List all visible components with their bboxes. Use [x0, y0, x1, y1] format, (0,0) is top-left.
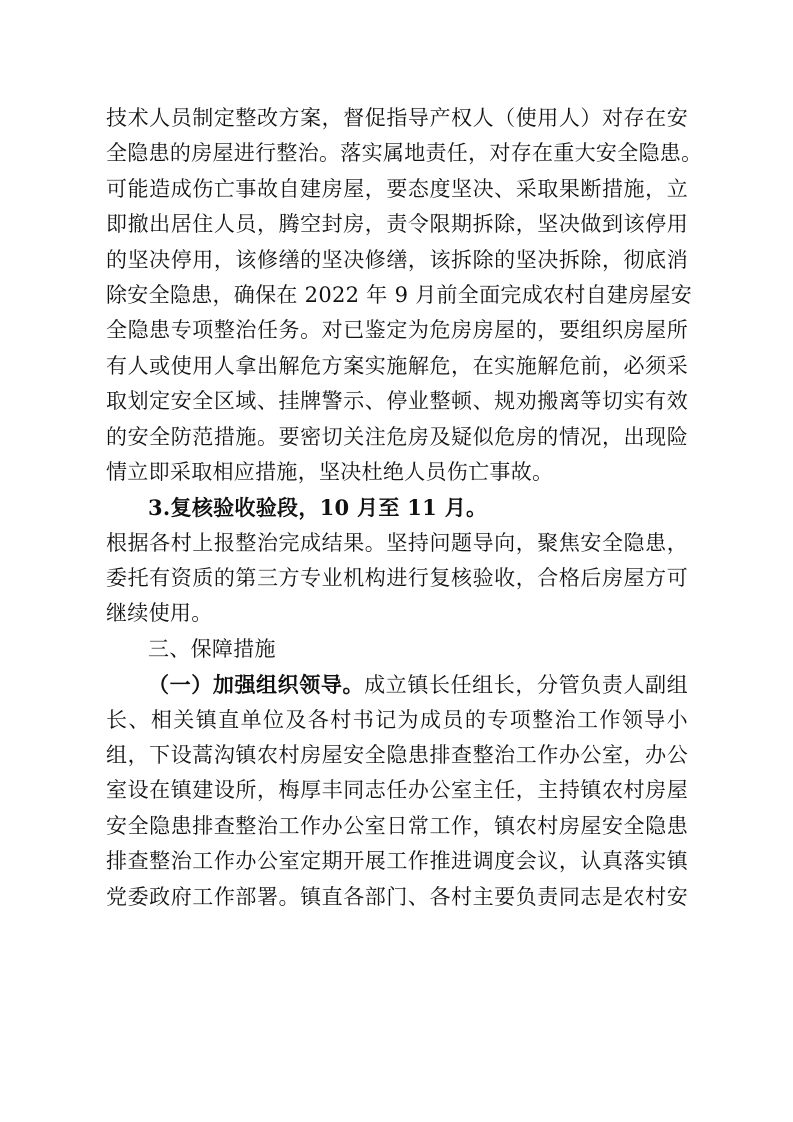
sub1-text: 成立镇长任组长，分管负责人副组: [364, 673, 688, 698]
sub1-heading: （一）加强组织领导。: [148, 672, 365, 698]
text-line: 取划定安全区域、挂牌警示、停业整顿、规劝搬离等切实有效: [106, 389, 688, 414]
text-line: 排查整治工作办公室定期开展工作推进调度会议，认真落实镇: [106, 849, 688, 874]
text-line: 有人或使用人拿出解危方案实施解危，在实施解危前，必须采: [106, 353, 688, 378]
text-line: 室设在镇建设所，梅厚丰同志任办公室主任，主持镇农村房屋: [106, 778, 688, 803]
section3-heading: 三、保障措施: [148, 636, 276, 661]
text-line: 委托有资质的第三方专业机构进行复核验收，合格后房屋方可: [106, 566, 688, 591]
text-line: 长、相关镇直单位及各村书记为成员的专项整治工作领导小: [106, 707, 688, 732]
body-text: [106, 101, 703, 915]
text-line: 继续使用。: [106, 601, 213, 626]
text-line: 党委政府工作部署。镇直各部门、各村主要负责同志是农村安: [106, 884, 688, 909]
text-line: 除安全隐患，确保在 2022 年 9 月前全面完成农村自建房屋安: [106, 282, 693, 307]
text-line: 可能造成伤亡事故自建房屋，要态度坚决、采取果断措施，立: [106, 176, 688, 201]
text-line: 的坚决停用，该修缮的坚决修缮，该拆除的坚决拆除，彻底消: [106, 247, 688, 272]
text-line: 根据各村上报整治完成结果。坚持问题导向，聚焦安全隐患，: [106, 530, 688, 555]
text-line: 技术人员制定整改方案，督促指导产权人（使用人）对存在安: [106, 106, 688, 130]
text-line: 组，下设蒿沟镇农村房屋安全隐患排查整治工作办公室，办公: [106, 743, 688, 768]
sub1-first-line: [106, 667, 688, 702]
text-line: 全隐患专项整治任务。对已鉴定为危房房屋的，要组织房屋所: [106, 318, 688, 343]
text-line: 全隐患的房屋进行整治。落实属地责任，对存在重大安全隐患。: [106, 141, 703, 166]
text-line: 即撤出居住人员，腾空封房，责令限期拆除，坚决做到该停用: [106, 212, 688, 237]
text-line: 情立即采取相应措施，坚决杜绝人员伤亡事故。: [106, 459, 554, 484]
stage3-heading: 3.复核验收验段，10 月至 11 月。: [148, 495, 488, 521]
text-line: 的安全防范措施。要密切关注危房及疑似危房的情况，出现险: [106, 424, 688, 449]
text-line: 安全隐患排查整治工作办公室日常工作，镇农村房屋安全隐患: [106, 813, 688, 838]
